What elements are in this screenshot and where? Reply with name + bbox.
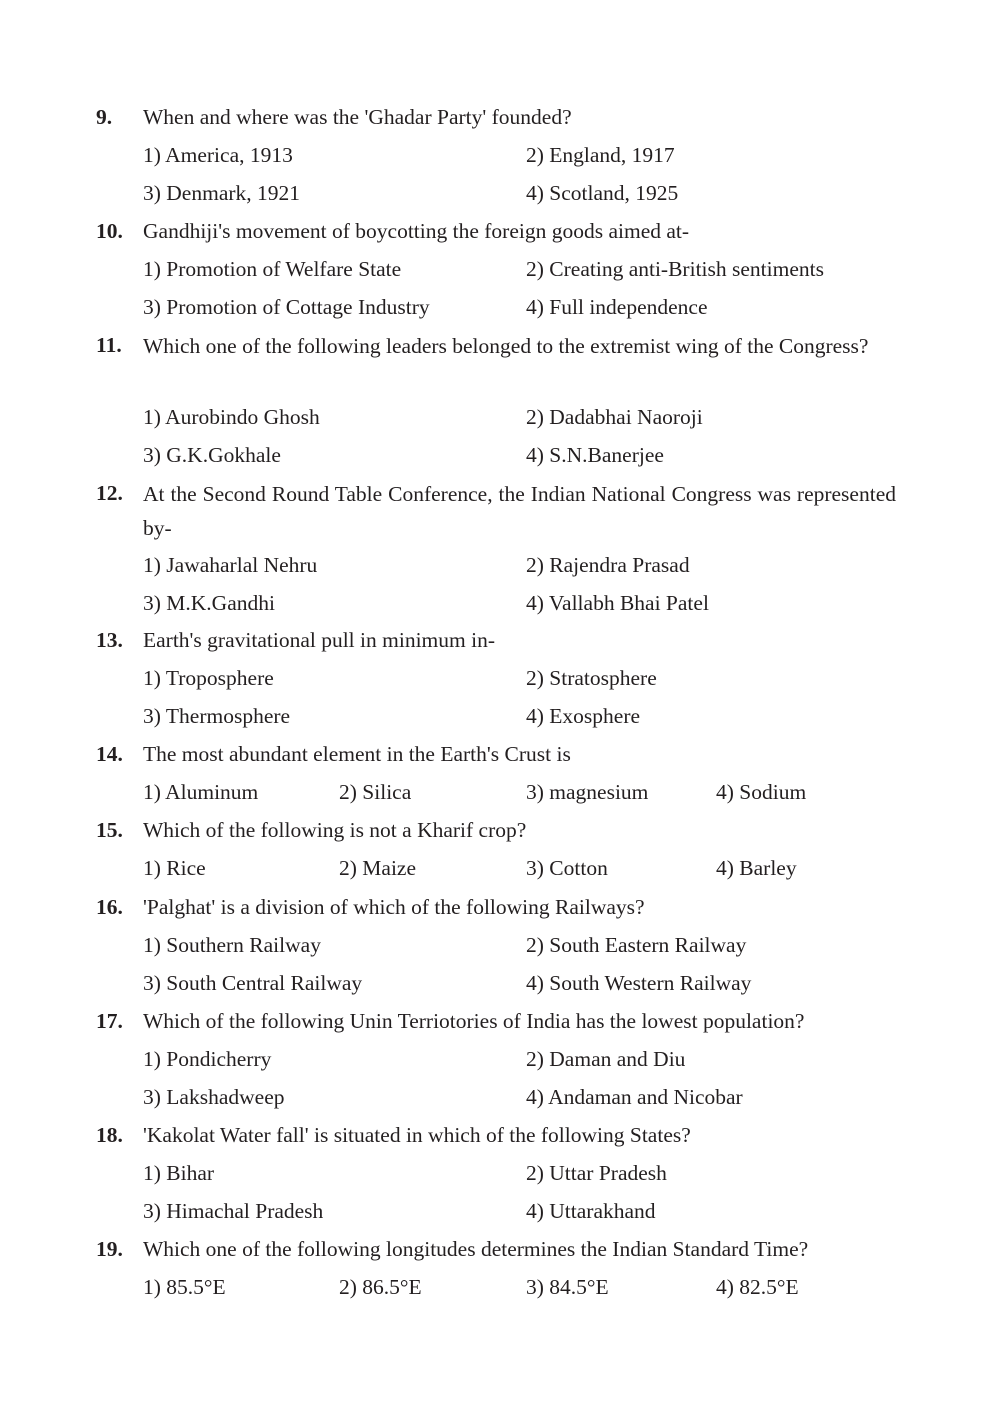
options-row xyxy=(96,1152,896,1190)
option-4: 4) Full independence xyxy=(526,295,708,319)
option-2: 2) Maize xyxy=(339,856,417,880)
question-text: Which one of the following leaders belonged to the extremist wing of the Congress? xyxy=(143,334,869,358)
option-4: 4) 82.5°E xyxy=(716,1275,799,1299)
option-3: 3) Cotton xyxy=(526,856,608,880)
option-2: 2) England, 1917 xyxy=(526,143,675,167)
question-text: The most abundant element in the Earth's Crust is xyxy=(143,742,571,766)
question-11 xyxy=(96,329,896,472)
options-row xyxy=(96,172,896,210)
option-1: 1) Promotion of Welfare State xyxy=(143,257,402,281)
option-2: 2) Silica xyxy=(339,780,412,804)
question-text: 'Palghat' is a division of which of the following Railways? xyxy=(143,895,645,919)
question-number: 13. xyxy=(96,628,123,652)
option-4: 4) Vallabh Bhai Patel xyxy=(526,591,709,615)
options-row xyxy=(96,771,896,809)
option-3: 3) Lakshadweep xyxy=(143,1085,285,1109)
option-2: 2) Creating anti-British sentiments xyxy=(526,257,824,281)
question-number: 15. xyxy=(96,818,123,842)
option-2: 2) 86.5°E xyxy=(339,1275,422,1299)
question-18 xyxy=(96,1119,896,1228)
options-row xyxy=(96,924,896,962)
option-3: 3) Denmark, 1921 xyxy=(143,181,301,205)
options-row xyxy=(96,1038,896,1076)
option-4: 4) S.N.Banerjee xyxy=(526,443,664,467)
option-3: 3) M.K.Gandhi xyxy=(143,591,275,615)
options-row xyxy=(96,582,896,620)
question-number: 11. xyxy=(96,333,122,357)
question-text: When and where was the 'Ghadar Party' founded? xyxy=(143,105,572,129)
question-number: 12. xyxy=(96,481,123,505)
question-text: At the Second Round Table Conference, the Indian National Congress was represented by- xyxy=(143,482,896,540)
question-13 xyxy=(96,624,896,733)
options-row xyxy=(96,396,896,434)
question-number: 19. xyxy=(96,1237,123,1261)
option-1: 1) 85.5°E xyxy=(143,1275,226,1299)
question-10 xyxy=(96,215,896,324)
question-number: 9. xyxy=(96,105,113,129)
options-row xyxy=(96,286,896,324)
option-3: 3) 84.5°E xyxy=(526,1275,609,1299)
question-text: Gandhiji's movement of boycotting the foreign goods aimed at- xyxy=(143,219,690,243)
option-1: 1) Pondicherry xyxy=(143,1047,272,1071)
question-text: Which of the following is not a Kharif crop? xyxy=(143,818,527,842)
option-4: 4) Sodium xyxy=(716,780,807,804)
options-row xyxy=(96,434,896,472)
option-3: 3) G.K.Gokhale xyxy=(143,443,281,467)
option-3: 3) Promotion of Cottage Industry xyxy=(143,295,430,319)
options-row xyxy=(96,695,896,733)
question-number: 10. xyxy=(96,219,123,243)
option-1: 1) Troposphere xyxy=(143,666,274,690)
question-17 xyxy=(96,1005,896,1114)
options-row xyxy=(96,847,896,885)
option-2: 2) Stratosphere xyxy=(526,666,657,690)
question-number: 18. xyxy=(96,1123,123,1147)
option-2: 2) Daman and Diu xyxy=(526,1047,686,1071)
option-4: 4) Uttarakhand xyxy=(526,1199,656,1223)
question-12 xyxy=(96,477,896,620)
question-number: 17. xyxy=(96,1009,123,1033)
options-row xyxy=(96,1266,896,1304)
question-number: 14. xyxy=(96,742,123,766)
options-row xyxy=(96,1190,896,1228)
option-3: 3) Himachal Pradesh xyxy=(143,1199,324,1223)
question-text: 'Kakolat Water fall' is situated in which of the following States? xyxy=(143,1123,691,1147)
option-2: 2) South Eastern Railway xyxy=(526,933,747,957)
option-3: 3) South Central Railway xyxy=(143,971,363,995)
option-2: 2) Dadabhai Naoroji xyxy=(526,405,703,429)
option-1: 1) Bihar xyxy=(143,1161,215,1185)
options-row xyxy=(96,134,896,172)
option-1: 1) Aurobindo Ghosh xyxy=(143,405,320,429)
option-4: 4) Barley xyxy=(716,856,797,880)
question-9 xyxy=(96,101,896,210)
option-3: 3) Thermosphere xyxy=(143,704,291,728)
question-text: Which one of the following longitudes determines the Indian Standard Time? xyxy=(143,1237,809,1261)
question-number: 16. xyxy=(96,895,123,919)
option-1: 1) Aluminum xyxy=(143,780,259,804)
option-4: 4) Exosphere xyxy=(526,704,641,728)
option-3: 3) magnesium xyxy=(526,780,649,804)
question-16 xyxy=(96,891,896,1000)
option-1: 1) America, 1913 xyxy=(143,143,293,167)
option-2: 2) Uttar Pradesh xyxy=(526,1161,667,1185)
option-4: 4) Andaman and Nicobar xyxy=(526,1085,743,1109)
question-14 xyxy=(96,738,896,809)
question-19 xyxy=(96,1233,896,1304)
option-4: 4) Scotland, 1925 xyxy=(526,181,679,205)
option-1: 1) Southern Railway xyxy=(143,933,321,957)
option-1: 1) Rice xyxy=(143,856,206,880)
options-row xyxy=(96,248,896,286)
question-text: Earth's gravitational pull in minimum in- xyxy=(143,628,495,652)
option-4: 4) South Western Railway xyxy=(526,971,752,995)
options-row xyxy=(96,962,896,1000)
options-row xyxy=(96,657,896,695)
option-2: 2) Rajendra Prasad xyxy=(526,553,690,577)
options-row xyxy=(96,1076,896,1114)
options-row xyxy=(96,544,896,582)
option-1: 1) Jawaharlal Nehru xyxy=(143,553,318,577)
question-text: Which of the following Unin Terriotories of India has the lowest population? xyxy=(143,1009,805,1033)
question-15 xyxy=(96,814,896,885)
